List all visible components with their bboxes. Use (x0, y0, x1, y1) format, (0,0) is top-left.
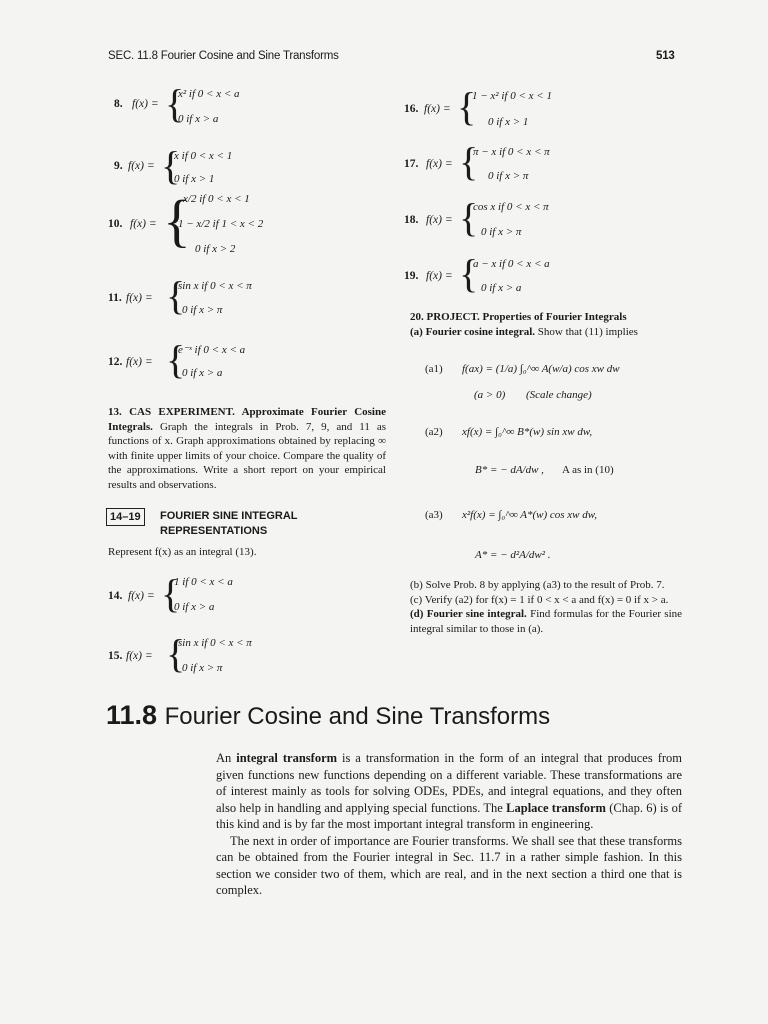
problem-number: 8. (114, 98, 123, 110)
case-1: x² if 0 < x < a (178, 88, 240, 100)
part-c: (c) Verify (a2) for f(x) = 1 if 0 < x < a and f(x) = 0 if x > a. (410, 593, 669, 606)
problem-number: 10. (108, 218, 123, 230)
problem-number: 17. (404, 158, 419, 170)
function-lhs: f(x) = (128, 590, 155, 602)
case-1: e⁻ˣ if 0 < x < a (178, 344, 246, 356)
section-heading (106, 700, 550, 731)
project-title: 20. PROJECT. Properties of Fourier Integrals (410, 311, 627, 323)
part-a-text: Show that (11) implies (537, 325, 638, 338)
paragraph-1 (216, 750, 682, 833)
function-lhs: f(x) = (426, 158, 453, 170)
brace: { (161, 571, 181, 616)
case-2: 0 if x > 1 (488, 116, 529, 128)
problem-20-parts (410, 578, 682, 636)
function-lhs: f(x) = (132, 98, 159, 110)
case-2: 0 if x > a (178, 113, 219, 125)
brace: { (166, 631, 186, 676)
paragraph-2: The next in order of importance are Fourier transforms. We shall see that these transforms can be obtained from the Fourier integral in Sec. 11.7 in a rather simple fashion. In this section we consider two of them, which are real, and in the next section a third one that is complex. (216, 833, 682, 897)
group-title (160, 509, 298, 539)
eq-a2-label: (a2) (425, 426, 443, 438)
case-2: 1 − x/2 if 1 < x < 2 (178, 218, 264, 230)
section-number: 11.8 (106, 700, 158, 730)
eq-a3-label: (a3) (425, 509, 443, 521)
case-2: 0 if x > π (481, 226, 522, 238)
case-2: 0 if x > π (182, 662, 223, 674)
case-1: x if 0 < x < 1 (174, 150, 233, 162)
problem-number: 15. (108, 650, 123, 662)
case-2: 0 if x > 1 (174, 173, 215, 185)
section-title: Fourier Cosine and Sine Transforms (164, 703, 551, 730)
case-1: 1 − x² if 0 < x < 1 (472, 90, 552, 102)
group-title-line2: REPRESENTATIONS (160, 525, 268, 537)
problem-number: 19. (404, 270, 419, 282)
brace: { (166, 273, 186, 318)
running-header: SEC. 11.8 Fourier Cosine and Sine Transforms (108, 50, 339, 62)
case-1: x/2 if 0 < x < 1 (183, 193, 250, 205)
brace: { (459, 251, 479, 296)
section-body (216, 750, 682, 899)
case-1: sin x if 0 < x < π (178, 637, 252, 649)
eq-a1-condition: (a > 0) (474, 389, 506, 401)
case-1: a − x if 0 < x < a (473, 258, 550, 270)
case-1: cos x if 0 < x < π (473, 201, 549, 213)
eq-a2: xf(x) = ∫₀^∞ B*(w) sin xw dw, (462, 426, 593, 438)
eq-a2-b: B* = − dA/dw , (475, 464, 544, 476)
case-3: 0 if x > 2 (195, 243, 236, 255)
function-lhs: f(x) = (128, 160, 155, 172)
problem-number: 9. (114, 160, 123, 172)
eq-a1: f(ax) = (1/a) ∫₀^∞ A(w/a) cos xw dw (462, 363, 620, 375)
eq-a2-note: A as in (10) (562, 464, 614, 476)
group-title-line1: FOURIER SINE INTEGRAL (160, 510, 298, 522)
case-2: 0 if x > a (182, 367, 223, 379)
function-lhs: f(x) = (126, 292, 153, 304)
case-1: π − x if 0 < x < π (473, 146, 550, 158)
brace: { (459, 195, 479, 240)
case-1: 1 if 0 < x < a (174, 576, 233, 588)
case-2: 0 if x > a (481, 282, 522, 294)
eq-a3: x²f(x) = ∫₀^∞ A*(w) cos xw dw, (462, 509, 598, 521)
problem-number: 18. (404, 214, 419, 226)
brace: { (165, 81, 185, 126)
function-lhs: f(x) = (126, 650, 153, 662)
eq-a3-b: A* = − d²A/dw² . (475, 549, 551, 561)
brace: { (459, 139, 479, 184)
problem-text: Graph the integrals in Prob. 7, 9, and 11 as functions of x. Graph approximations obtained by replacing ∞ with finite upper limits of your choice. Compare the quality of the approximations. Write a short report on your empirical results and observations. (108, 420, 387, 491)
case-2: 0 if x > π (488, 170, 529, 182)
text: (Chap. 6) is of this kind and is by far the most important integral transform in engineering. (216, 800, 682, 831)
brace: { (457, 84, 477, 129)
function-lhs: f(x) = (424, 103, 451, 115)
eq-a1-label: (a1) (425, 363, 443, 375)
text: is a transformation in the form of an integral that produces from given functions new functions depending on a different variable. These transformations are of interest mainly as tools for solving ODEs, PDEs, and integral equations, and they often also help in handling and applying special functions. The (216, 751, 682, 815)
function-lhs: f(x) = (130, 218, 157, 230)
part-d (410, 607, 682, 636)
eq-a1-note: (Scale change) (526, 389, 592, 401)
problem-number: 11. (108, 292, 122, 304)
problem-number: 16. (404, 103, 419, 115)
page-number: 513 (656, 50, 675, 62)
problem-20 (410, 310, 682, 339)
problem-number: 14. (108, 590, 123, 602)
term-laplace-transform: Laplace transform (506, 800, 606, 815)
text: An (216, 751, 237, 765)
group-instructions: Represent f(x) as an integral (13). (108, 546, 257, 558)
part-b: (b) Solve Prob. 8 by applying (a3) to the result of Prob. 7. (410, 579, 665, 591)
problem-range-box: 14–19 (106, 508, 145, 526)
part-a-heading: (a) Fourier cosine integral. (410, 325, 536, 338)
case-1: sin x if 0 < x < π (178, 280, 252, 292)
term-integral-transform: integral transform (236, 751, 338, 765)
brace: { (161, 143, 181, 188)
part-d-heading: (d) Fourier sine integral. (410, 608, 527, 620)
problem-13 (108, 405, 386, 492)
function-lhs: f(x) = (426, 270, 453, 282)
function-lhs: f(x) = (126, 356, 153, 368)
part-d-text: Find formulas for the Fourier sine integral similar to those in (a). (410, 608, 683, 635)
problem-number: 12. (108, 356, 123, 368)
case-2: 0 if x > a (174, 601, 215, 613)
brace: { (163, 188, 191, 253)
case-2: 0 if x > π (182, 304, 223, 316)
problem-title: 13. CAS EXPERIMENT. Approximate Fourier Cosine Integrals. (108, 406, 386, 433)
brace: { (166, 337, 186, 382)
function-lhs: f(x) = (426, 214, 453, 226)
